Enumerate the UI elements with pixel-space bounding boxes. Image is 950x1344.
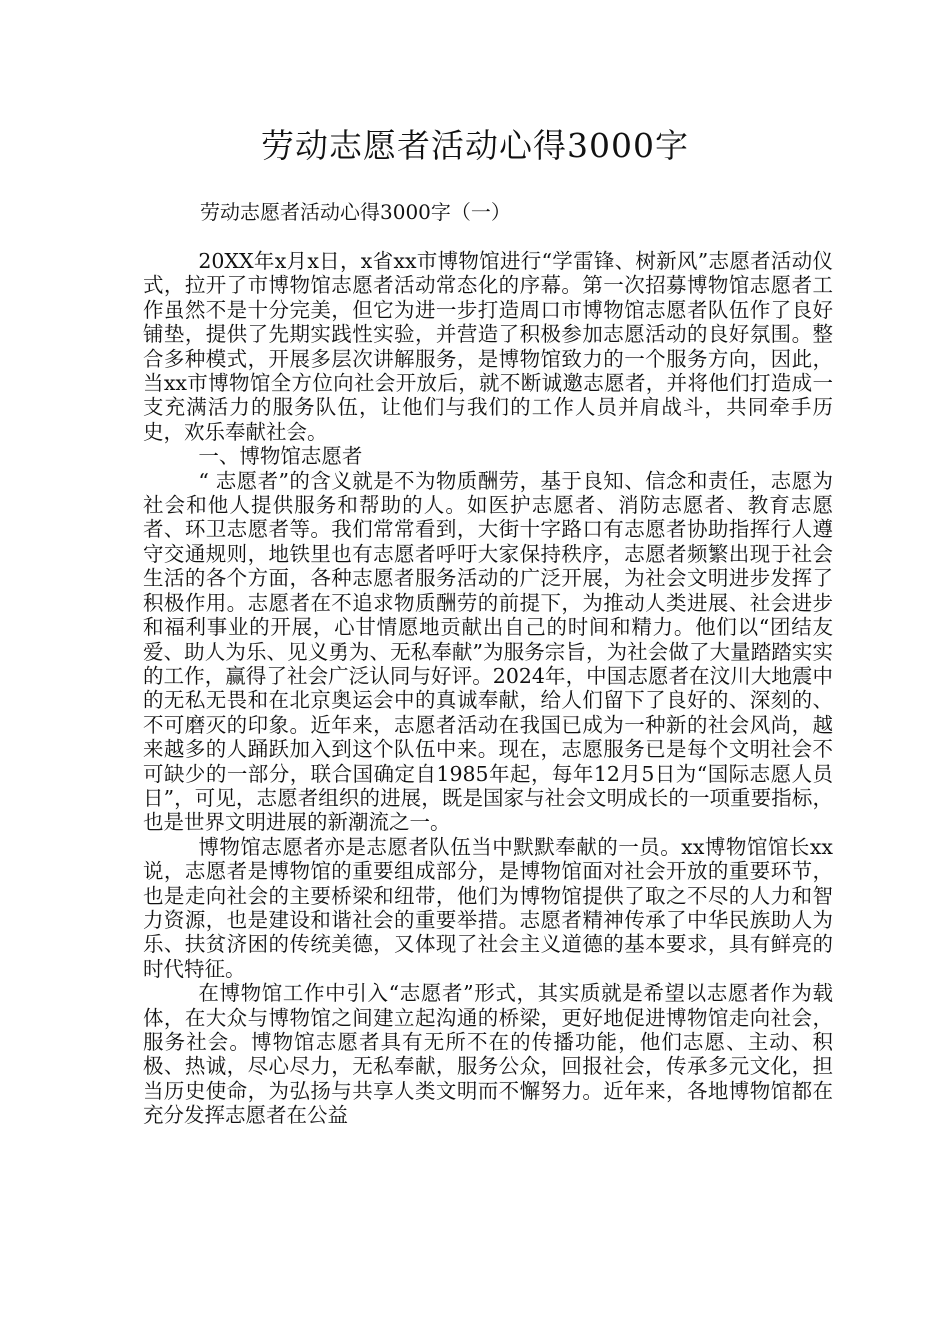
paragraph-intro: 20XX年x月x日，x省xx市博物馆进行“学雷锋、树新风”志愿者活动仪式，拉开了市博物馆志愿者活动常态化的序幕。第一次招募博物馆志愿者工作虽然不是十分完美，但它为进一步打造周口市博物馆志愿者队伍作了良好铺垫，提供了先期实践性实验，并营造了积极参加志愿活动的良好氛围。整合多种模式，开展多层次讲解服务，是博物馆致力的一个服务方向，因此，当xx市博物馆全方位向社会开放后，就不断诚邀志愿者，并将他们打造成一支充满活力的服务队伍，让他们与我们的工作人员并肩战斗，共同牵手历史，欢乐奉献社会。 <box>143 249 833 444</box>
document-title: 劳动志愿者活动心得3000字 <box>261 126 689 165</box>
document-subtitle: 劳动志愿者活动心得3000字（一） <box>200 200 511 224</box>
section-heading: 一、博物馆志愿者 <box>198 444 363 469</box>
paragraph-museum-volunteers: 博物馆志愿者亦是志愿者队伍当中默默奉献的一员。xx博物馆馆长xx说，志愿者是博物馆的重要组成部分，是博物馆面对社会开放的重要环节，也是走向社会的主要桥梁和纽带，他们为博物馆提供了取之不尽的人力和智力资源，也是建设和谐社会的重要举措。志愿者精神传承了中华民族助人为乐、扶贫济困的传统美德，又体现了社会主义道德的基本要求，具有鲜亮的时代特征。 <box>143 834 833 981</box>
document-body <box>143 249 833 1128</box>
paragraph-museum-work: 在博物馆工作中引入“志愿者”形式，其实质就是希望以志愿者作为载体，在大众与博物馆之间建立起沟通的桥梁，更好地促进博物馆走向社会，服务社会。博物馆志愿者具有无所不在的传播功能，他们志愿、主动、积极、热诚，尽心尽力，无私奉献，服务公众，回报社会，传承多元文化，担当历史使命，为弘扬与共享人类文明而不懈努力。近年来，各地博物馆都在充分发挥志愿者在公益 <box>143 981 833 1128</box>
paragraph-volunteer-meaning: “ 志愿者”的含义就是不为物质酬劳，基于良知、信念和责任，志愿为社会和他人提供服务和帮助的人。如医护志愿者、消防志愿者、教育志愿者、环卫志愿者等。我们常常看到，大街十字路口有志愿者协助指挥行人遵守交通规则，地铁里也有志愿者呼吁大家保持秩序，志愿者频繁出现于社会生活的各个方面，各种志愿者服务活动的广泛开展，为社会文明进步发挥了积极作用。志愿者在不追求物质酬劳的前提下，为推动人类进展、社会进步和福利事业的开展，心甘情愿地贡献出自己的时间和精力。他们以“团结友爱、助人为乐、见义勇为、无私奉献”为服务宗旨，为社会做了大量踏踏实实的工作，赢得了社会广泛认同与好评。2024年，中国志愿者在汶川大地震中的无私无畏和在北京奥运会中的真诚奉献，给人们留下了良好的、深刻的、不可磨灭的印象。近年来，志愿者活动在我国已成为一种新的社会风尚，越来越多的人踊跃加入到这个队伍中来。现在，志愿服务已是每个文明社会不可缺少的一部分，联合国确定自1985年起，每年12月5日为“国际志愿人员日”，可见，志愿者组织的进展，既是国家与社会文明成长的一项重要指标，也是世界文明进展的新潮流之一。 <box>143 468 833 835</box>
